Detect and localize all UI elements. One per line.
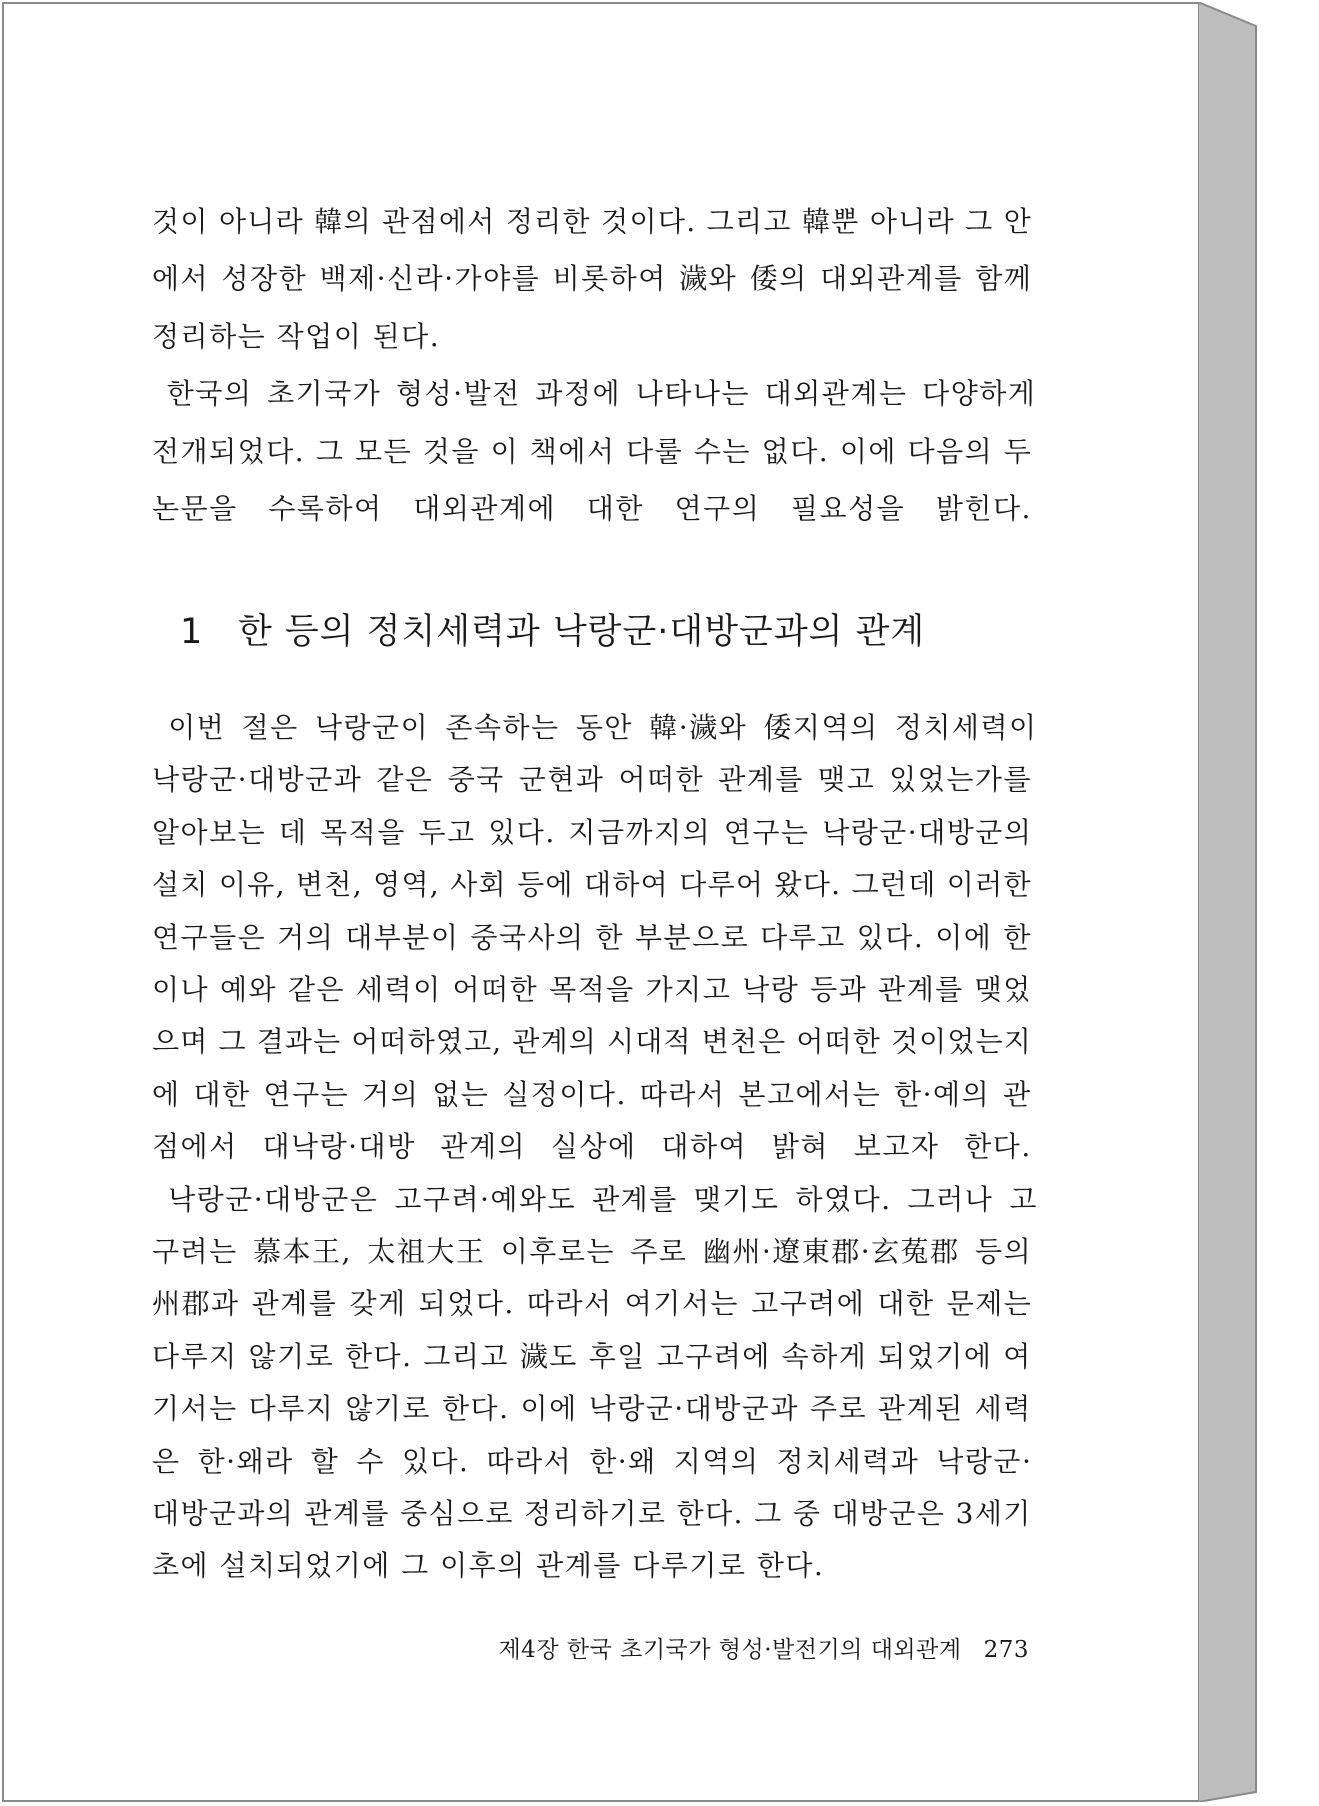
text-line: 알아보는 데 목적을 두고 있다. 지금까지의 연구는 낙랑군·대방군의 <box>152 815 1033 849</box>
book-spine-edge <box>1198 2 1260 1802</box>
text-line: 대방군과의 관계를 중심으로 정리하기로 한다. 그 중 대방군은 3세기 <box>152 1497 1032 1530</box>
text-line: 에서 성장한 백제·신라·가야를 비롯하여 濊와 倭의 대외관계를 함께 <box>152 262 1033 296</box>
text-line: 은 한·왜라 할 수 있다. 따라서 한·왜 지역의 정치세력과 낙랑군· <box>152 1444 1033 1478</box>
text-line: 한국의 초기국가 형성·발전 과정에 나타나는 대외관계는 다양하게 <box>152 377 1037 411</box>
text-line: 낙랑군·대방군은 고구려·예와도 관계를 맺기도 하였다. 그러나 고 <box>152 1182 1038 1216</box>
text-line: 에 대한 연구는 거의 없는 실정이다. 따라서 본고에서는 한·예의 관 <box>152 1077 1032 1111</box>
text-line: 것이 아니라 韓의 관점에서 정리한 것이다. 그리고 韓뿐 아니라 그 안 <box>152 205 1033 238</box>
text-line: 설치 이유, 변천, 영역, 사회 등에 대하여 다루어 왔다. 그런데 이러한 <box>152 868 1032 902</box>
section-title: 한 등의 정치세력과 낙랑군·대방군과의 관계 <box>238 612 926 652</box>
page-number: 273 <box>983 1637 1029 1663</box>
text-line: 이번 절은 낙랑군이 존속하는 동안 韓·濊와 倭지역의 정치세력이 <box>152 711 1038 744</box>
text-line: 이나 예와 같은 세력이 어떠한 목적을 가지고 낙랑 등과 관계를 맺었 <box>152 973 1032 1006</box>
text-line: 으며 그 결과는 어떠하였고, 관계의 시대적 변천은 어떠한 것이었는지 <box>152 1025 1032 1059</box>
text-line: 초에 설치되었기에 그 이후의 관계를 다루기로 한다. <box>152 1549 825 1583</box>
text-line: 연구들은 거의 대부분이 중국사의 한 부분으로 다루고 있다. 이에 한 <box>152 920 1032 954</box>
text-line: 낙랑군·대방군과 같은 중국 군현과 어떠한 관계를 맺고 있었는가를 <box>152 763 1033 797</box>
text-line: 전개되었다. 그 모든 것을 이 책에서 다룰 수는 없다. 이에 다음의 두 <box>152 434 1033 468</box>
section-number: 1 <box>180 612 204 652</box>
text-line: 점에서 대낙랑·대방 관계의 실상에 대하여 밝혀 보고자 한다. <box>152 1130 1032 1164</box>
text-line: 기서는 다루지 않기로 한다. 이에 낙랑군·대방군과 주로 관계된 세력 <box>152 1392 1032 1426</box>
text-line: 정리하는 작업이 된다. <box>152 319 441 353</box>
text-line: 州郡과 관계를 갖게 되었다. 따라서 여기서는 고구려에 대한 문제는 <box>152 1287 1033 1321</box>
text-line: 논문을 수록하여 대외관계에 대한 연구의 필요성을 밝힌다. <box>152 492 1032 525</box>
text-line: 구려는 慕本王, 太祖大王 이후로는 주로 幽州·遼東郡·玄菟郡 등의 <box>152 1235 1033 1268</box>
page-footer <box>498 1636 1029 1664</box>
text-line: 다루지 않기로 한다. 그리고 濊도 후일 고구려에 속하게 되었기에 여 <box>152 1339 1032 1373</box>
running-footer-chapter: 제4장 한국 초기국가 형성·발전기의 대외관계 <box>498 1637 962 1663</box>
section-heading <box>180 612 925 652</box>
